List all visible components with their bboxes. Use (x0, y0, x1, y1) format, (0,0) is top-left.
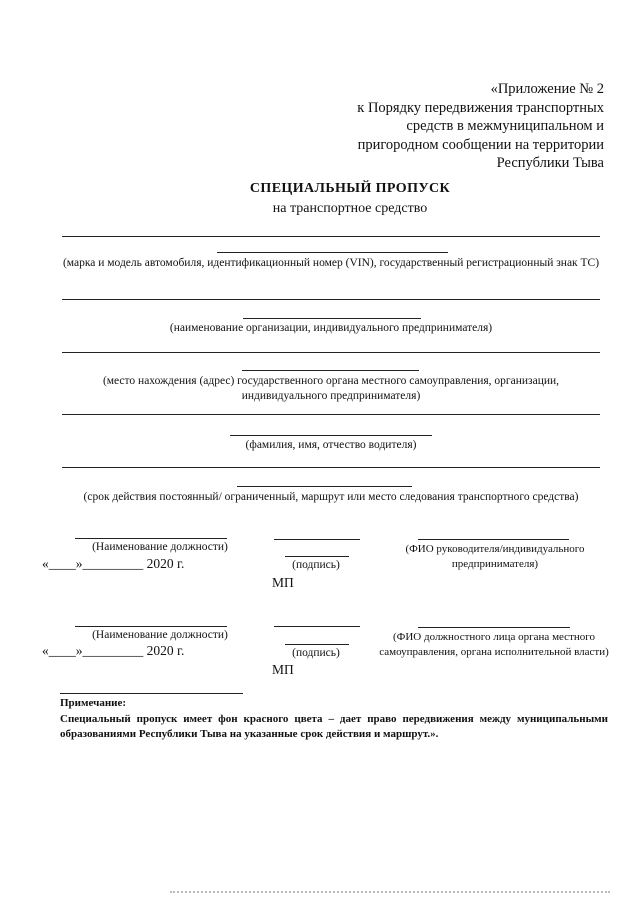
driver-caption: (фамилия, имя, отчество водителя) (245, 439, 417, 451)
organization-caption: (наименование организации, индивидуального предпринимателя) (169, 322, 493, 334)
appendix-header-line: Республики Тыва (496, 155, 604, 171)
note-separator (60, 693, 243, 694)
signature-caption: (подпись) (292, 647, 340, 659)
address-field-line (62, 352, 600, 353)
stamp-label: МП (272, 575, 294, 590)
organization-field-line (62, 299, 600, 300)
vehicle-field-short-line (217, 252, 448, 253)
name-line (418, 627, 570, 628)
signature-caption: (подпись) (292, 559, 340, 571)
validity-caption: (срок действия постоянный/ ограниченный, маршрут или место следования транспортного средства) (83, 491, 579, 503)
appendix-header-line: к Порядку передвижения транспортных (357, 99, 604, 116)
signing-date: «____»_________ 2020 г. (42, 556, 185, 571)
name-caption: (ФИО должностного лица органа местного самоуправления, органа исполнительной власти) (379, 631, 609, 658)
appendix-header-line: «Приложение № 2 (490, 81, 604, 97)
position-caption: (Наименование должности) (92, 629, 228, 641)
position-line (75, 538, 227, 539)
driver-field-line (62, 414, 600, 415)
position-line (75, 626, 227, 627)
signature-line (274, 539, 360, 540)
appendix-header-line: средств в межмуниципальном и (406, 118, 604, 134)
address-caption: (место нахождения (адрес) государственного органа местного самоуправления, организации, индивидуального предпринимателя) (102, 375, 560, 402)
signature-short-line (285, 644, 349, 645)
vehicle-caption: (марка и модель автомобиля, идентификационный номер (VIN), государственный регистрационный знак ТС) (62, 257, 600, 269)
appendix-header-line: пригородном сообщении на территории (357, 136, 604, 153)
signature-short-line (285, 556, 349, 557)
document-subtitle: на транспортное средство (272, 201, 428, 216)
vehicle-field-line (62, 236, 600, 237)
validity-field-short-line (237, 486, 412, 487)
note-text: Специальный пропуск имеет фон красного цвета – дает право передвижения между муниципальными образованиями Республики Тыва на указанные срок действия и маршрут.». (60, 713, 608, 740)
signature-line (274, 626, 360, 627)
name-caption: (ФИО руководителя/индивидуального предпринимателя) (405, 543, 585, 570)
driver-field-short-line (230, 435, 432, 436)
signing-date: «____»_________ 2020 г. (42, 643, 185, 658)
position-caption: (Наименование должности) (92, 541, 228, 553)
document-title: СПЕЦИАЛЬНЫЙ ПРОПУСК (249, 181, 451, 196)
name-line (418, 539, 569, 540)
organization-field-short-line (243, 318, 421, 319)
appendix-header (304, 80, 604, 173)
note-heading: Примечание: (60, 697, 127, 709)
address-field-short-line (242, 370, 419, 371)
scan-artifact (170, 891, 610, 893)
stamp-label: МП (272, 662, 294, 677)
validity-field-line (62, 467, 600, 468)
